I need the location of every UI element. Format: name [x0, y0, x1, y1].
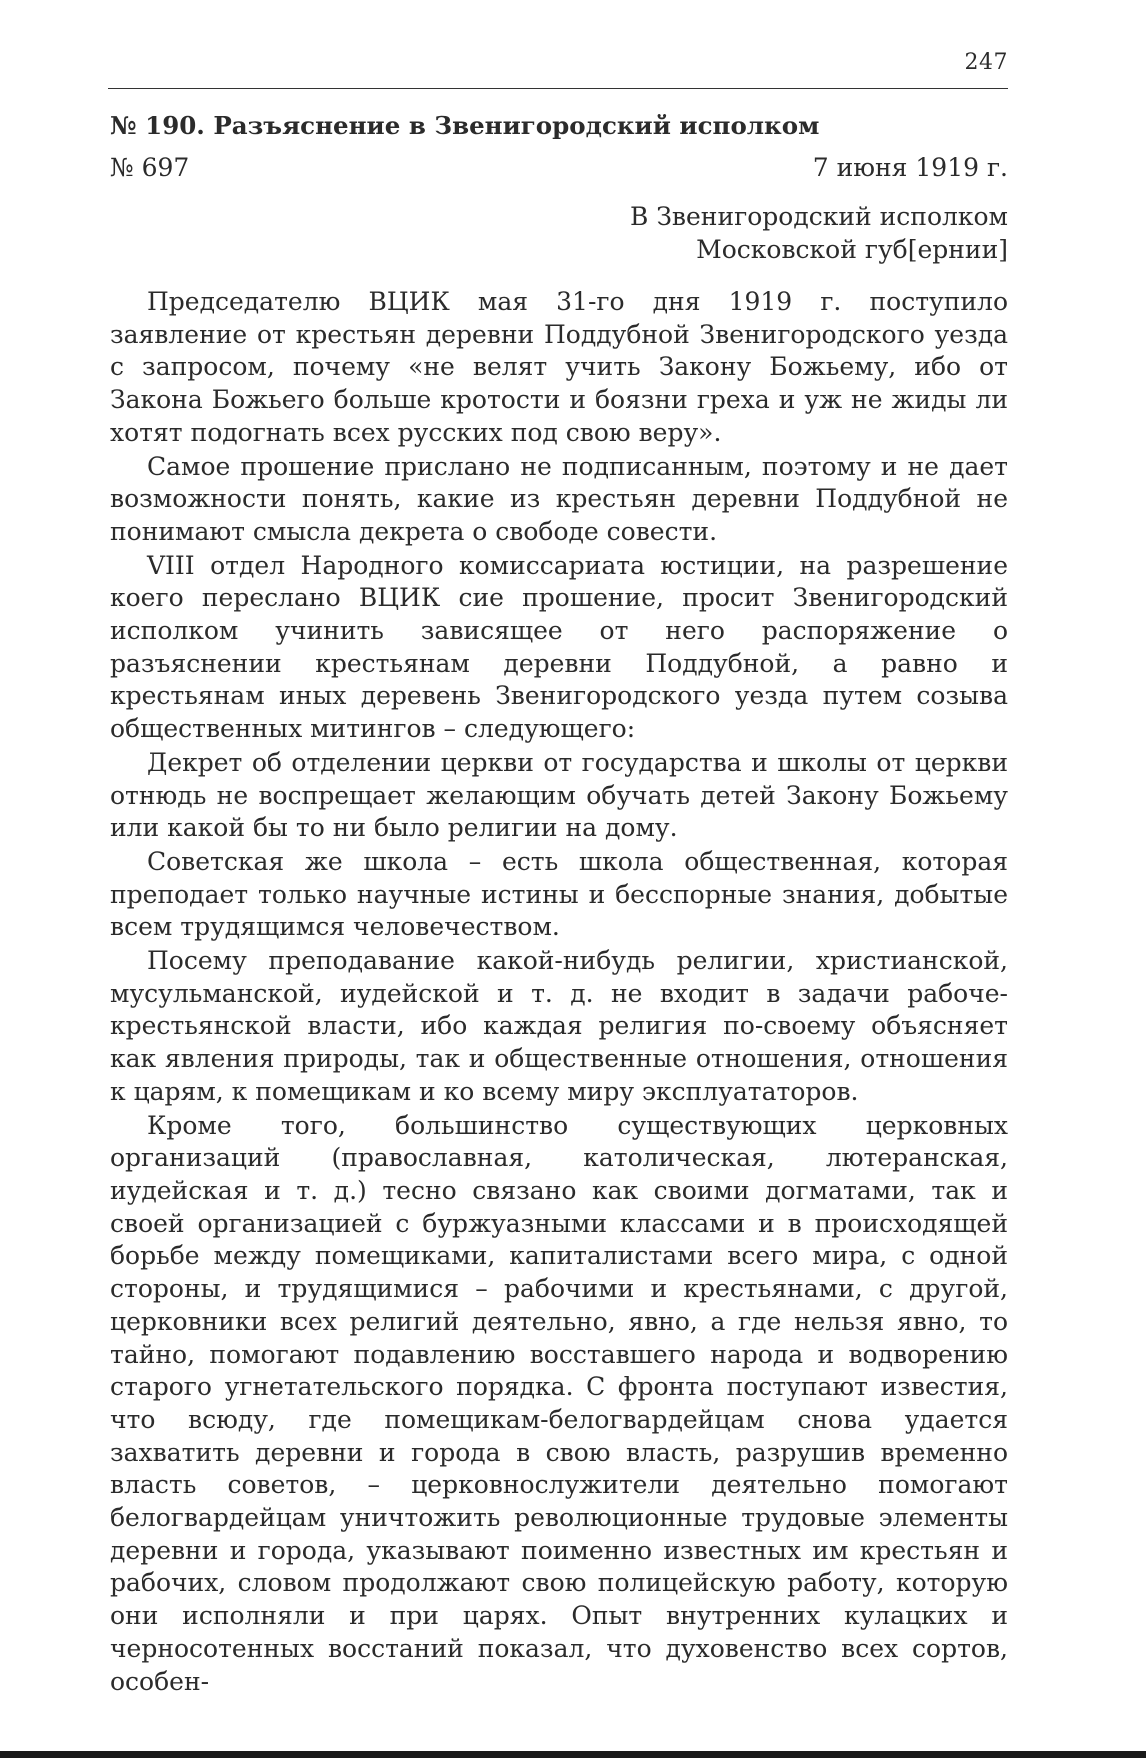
- document-reference-line: [110, 151, 1008, 185]
- document-title: № 190. Разъяснение в Звенигородский исполком: [110, 111, 820, 140]
- addressee-line-2: Московской губ[ернии]: [696, 235, 1008, 264]
- document-body: [110, 286, 1008, 1699]
- header-rule: [108, 88, 1008, 89]
- body-paragraph-2: Самое прошение прислано не подписанным, поэтому и не дает возможности понять, какие из крестьян деревни Поддубной не понимают смысла декрета о свободе совести.: [110, 451, 1008, 546]
- body-paragraph-6: Посему преподавание какой-нибудь религии, христианской, мусульманской, иудейской и т. д. не входит в задачи рабоче-крестьянской власти, ибо каждая религия по-своему объясняет как явления природы, так и общественные отношения, отношения к царям, к помещикам и ко всему миру эксплуататоров.: [110, 946, 1008, 1106]
- addressee-block: [630, 200, 1008, 266]
- body-paragraph-4: Декрет об отделении церкви от государства и школы от церкви отнюдь не воспрещает желающим обучать детей Закону Божьему или какой бы то ни было религии на дому.: [110, 747, 1008, 843]
- document-date: 7 июня 1919 г.: [812, 153, 1008, 182]
- addressee-line-1: В Звенигородский исполком: [630, 202, 1008, 231]
- document-number: № 697: [110, 153, 190, 182]
- body-paragraph-3: VIII отдел Народного комиссариата юстиции, на разрешение коего переслано ВЦИК сие прошение, просит Звенигородский исполком учинить зависящее от него распоряжение о разъяснении крестьянам деревни Поддубной, а равно и крестьянам иных деревень Звенигородского уезда путем созыва общественных митингов – следующего:: [110, 550, 1008, 744]
- scan-edge-band: [0, 1751, 1146, 1758]
- body-paragraph-7: Кроме того, большинство существующих церковных организаций (православная, католическая, лютеранская, иудейская и т. д.) тесно связано как своими догматами, так и своей организацией с буржуазными классами и в происходящей борьбе между помещиками, капиталистами всего мира, с одной стороны, и трудящимися – рабочими и крестьянами, с другой, церковники всех религий деятельно, явно, а где нельзя явно, то тайно, помогают подавлению восставшего народа и водворению старого угнетательского порядка. С фронта поступают известия, что всюду, где помещикам-белогвардейцам снова удается захватить деревни и города в свою власть, разрушив временно власть советов, – церковнослужители деятельно помогают белогвардейцам уничтожить революционные трудовые элементы деревни и города, указывают поименно известных им крестьян и рабочих, словом продолжают свою полицейскую работу, которую они исполняли и при царях. Опыт внутренних кулацких и черносотенных восстаний показал, что духовенство всех сортов, особен-: [110, 1110, 1008, 1696]
- body-paragraph-5: Советская же школа – есть школа общественная, которая преподает только научные истины и бесспорные знания, добытые всем трудящимся человечеством.: [110, 846, 1008, 942]
- body-paragraph-1: Председателю ВЦИК мая 31-го дня 1919 г. поступило заявление от крестьян деревни Поддубной Звенигородского уезда с запросом, почему «не велят учить Закону Божьему, ибо от Закона Божьего больше кротости и боязни греха и уж не жиды ли хотят подогнать всех русских под свою веру».: [110, 287, 1008, 447]
- page-number: 247: [964, 50, 1008, 75]
